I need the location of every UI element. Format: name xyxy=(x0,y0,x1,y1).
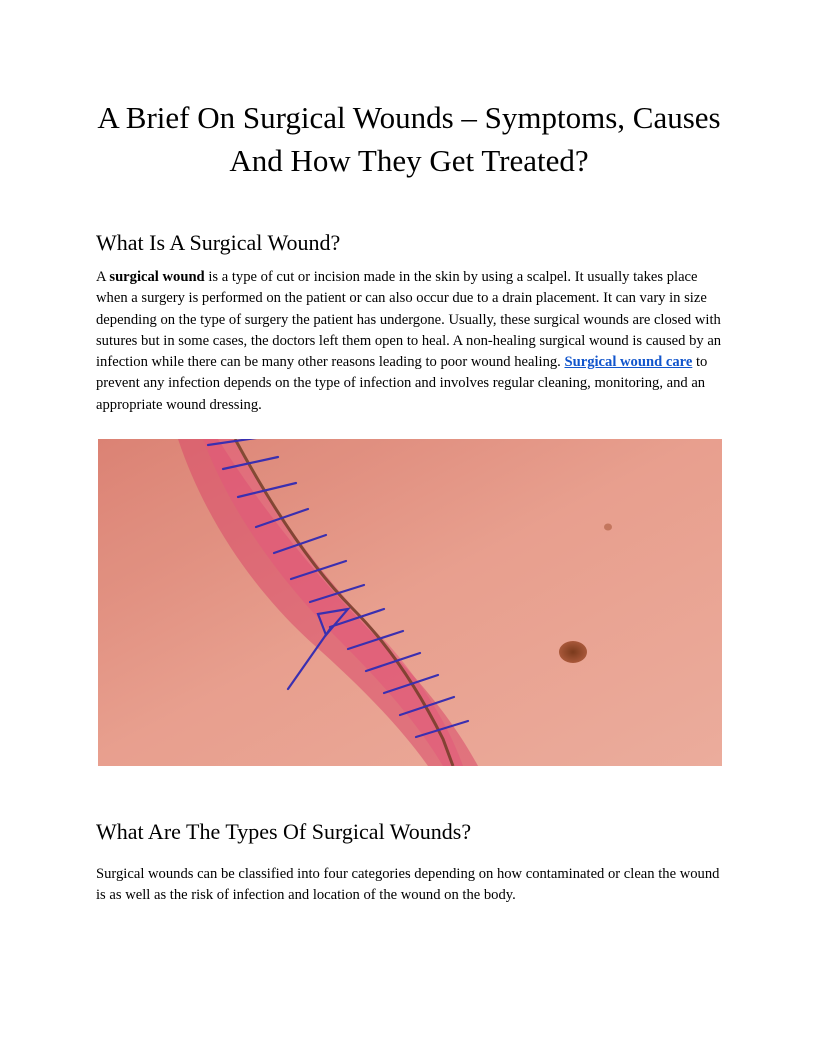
surgical-wound-photo xyxy=(98,439,722,766)
paragraph-lead: A xyxy=(96,269,110,285)
section-paragraph-what-is xyxy=(96,267,726,416)
section-paragraph-types: Surgical wounds can be classified into four categories depending on how contaminated or clean the wound is as well as the risk of infection and location of the wound on the body. xyxy=(96,866,720,904)
paragraph-tail: to prevent any infection depends on the type of infection and involves regular cleaning, monitoring, and an appropriate wound dressing. xyxy=(96,354,708,413)
bold-term: surgical wound xyxy=(109,269,205,285)
surgical-wound-care-link[interactable]: Surgical wound care xyxy=(564,354,693,371)
page-title: A Brief On Surgical Wounds – Symptoms, Causes And How They Get Treated? xyxy=(97,100,721,178)
section-heading-what-is: What Is A Surgical Wound? xyxy=(96,230,341,255)
section-heading-types: What Are The Types Of Surgical Wounds? xyxy=(96,819,472,844)
paragraph-middle: is a type of cut or incision made in the skin by using a scalpel. It usually takes place when a surgery is performed on the patient or can also occur due to a drain placement. It can vary in size depending on the type of surgery the patient has undergone. Usually, these surgical wounds are closed with sutures but in some cases, the doctors left them open to heal. A non-healing surgical wound is caused by an infection while there can be many other reasons leading to poor wound healing. xyxy=(96,269,722,371)
